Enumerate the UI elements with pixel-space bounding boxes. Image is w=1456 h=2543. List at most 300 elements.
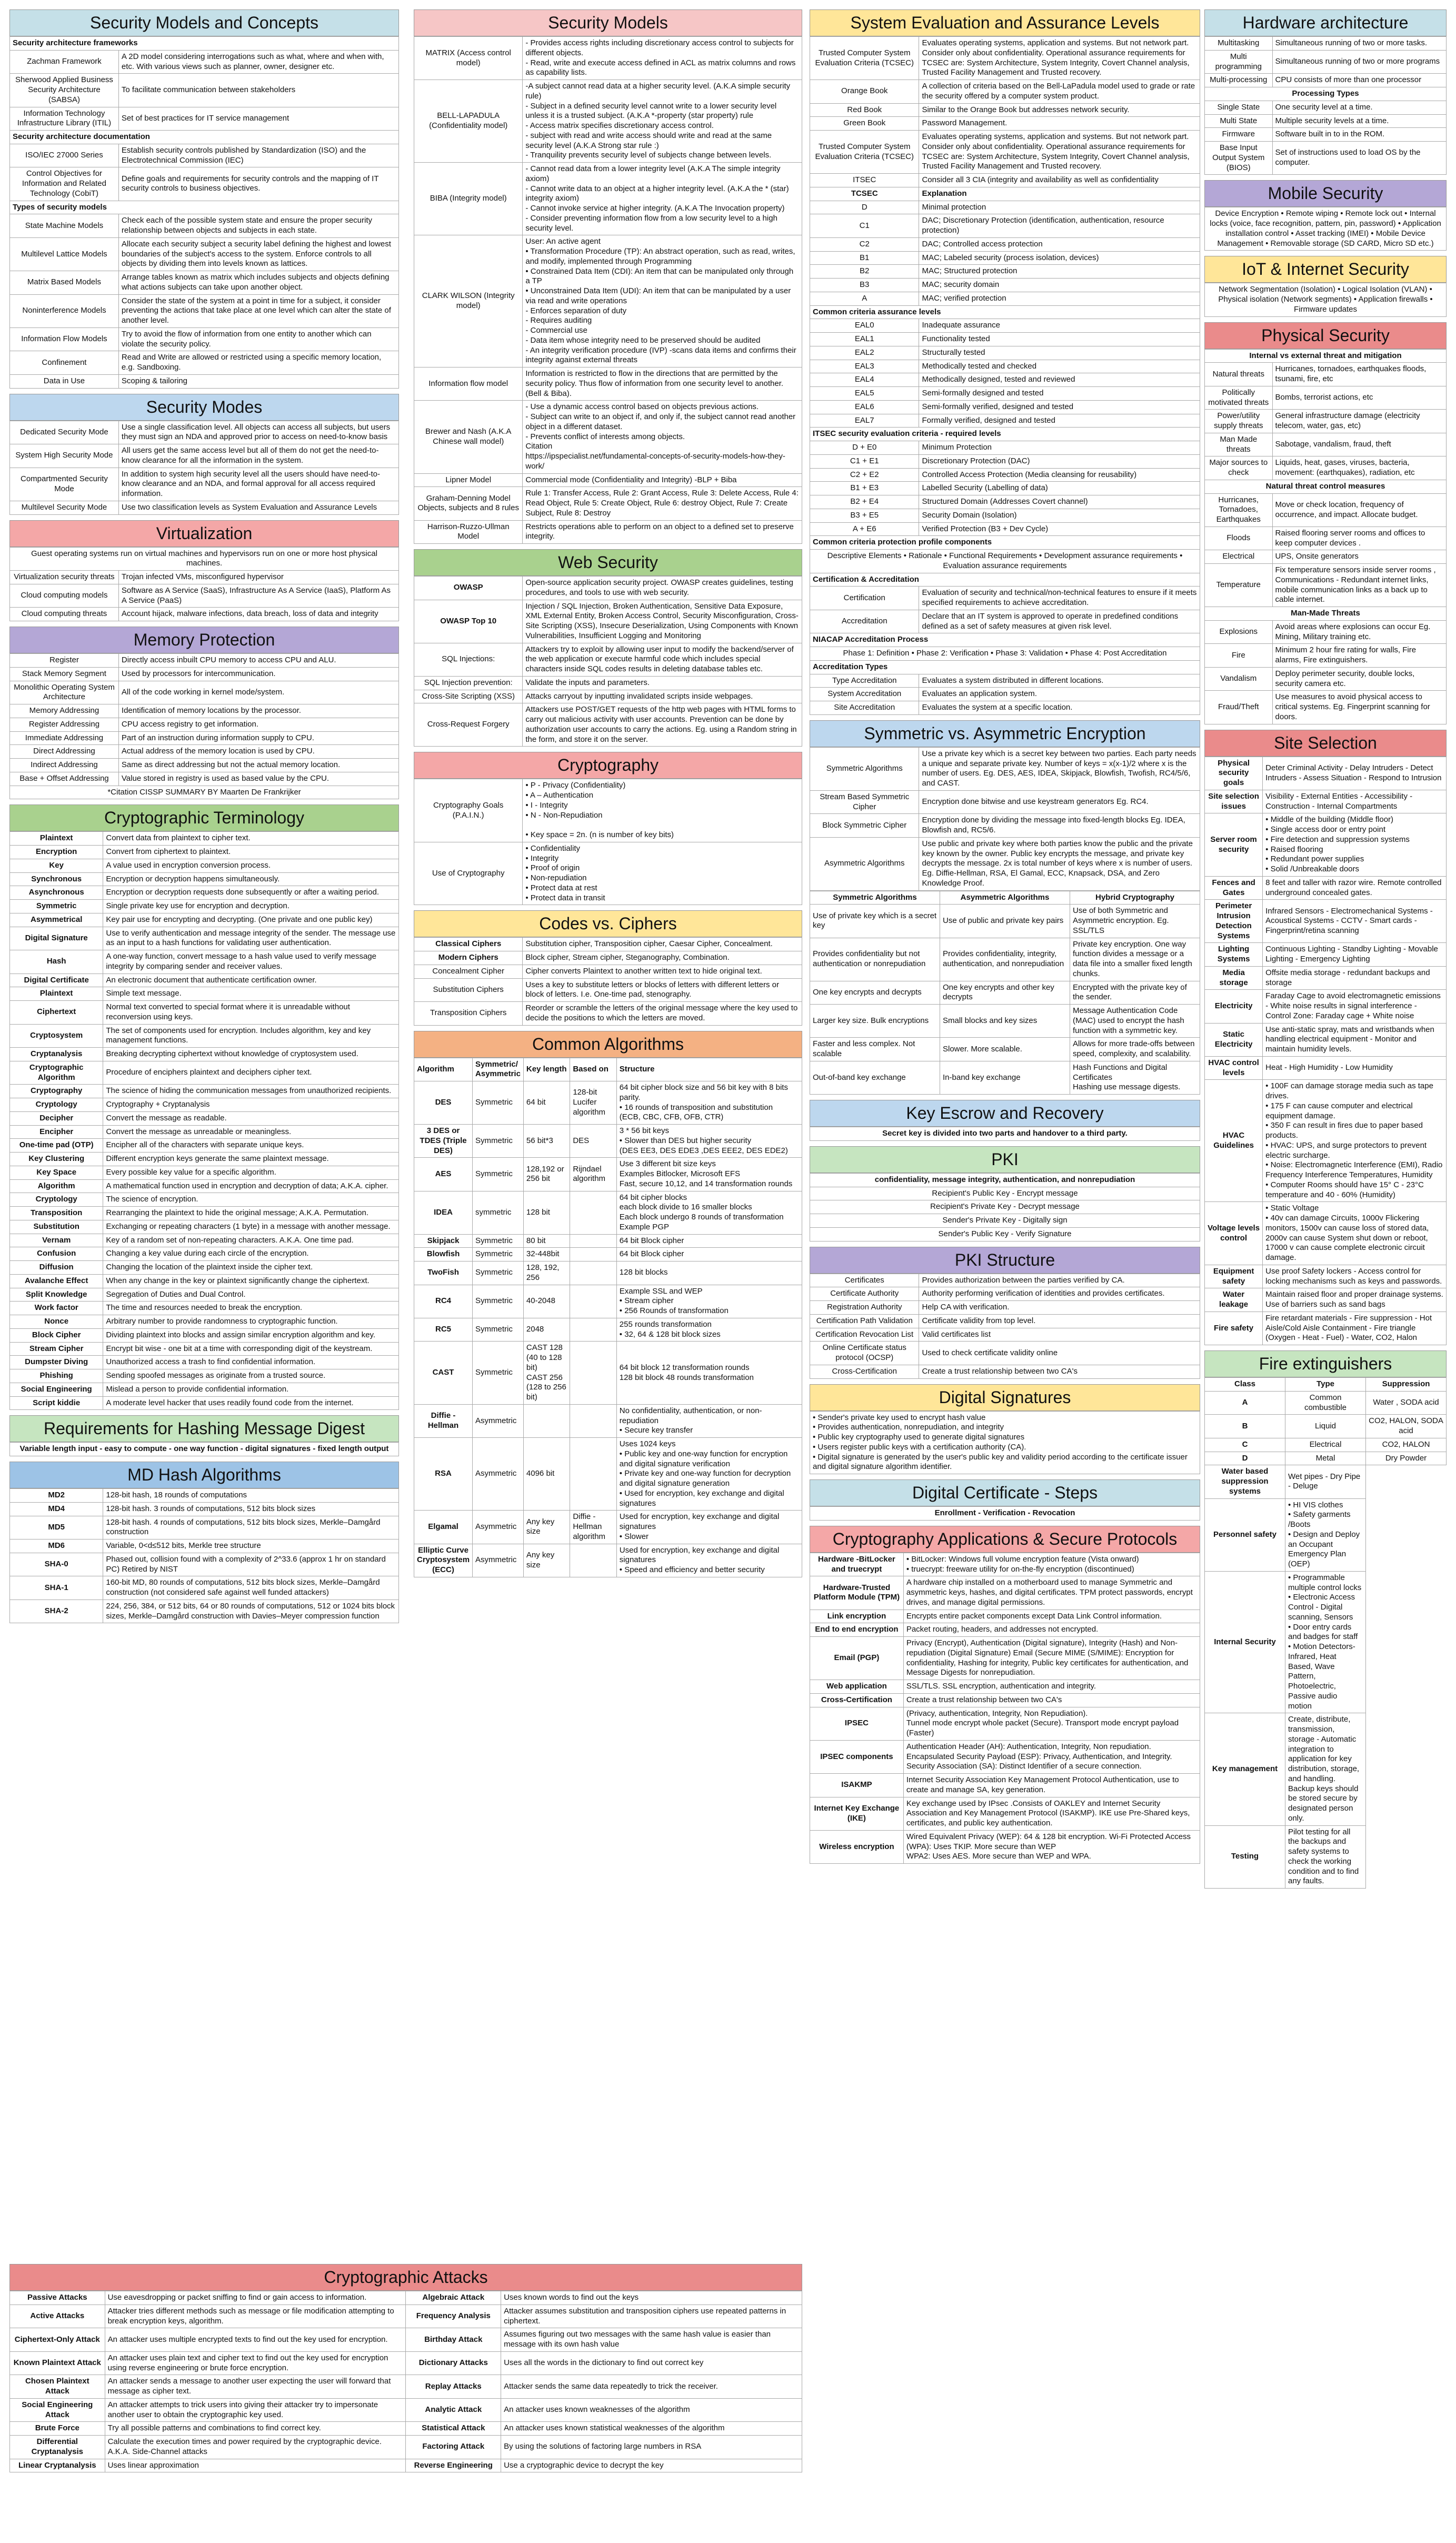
table-row — [810, 131, 1200, 174]
full-row-text: Device Encryption • Remote wiping • Remote lock out • Internal locks (voice, face recognition, pattern, pin, password) • Application installation control • Asset tracking (IMEI) • Mobile Device Management • Removable storage (SD CARD, Micro SD etc.) — [1205, 207, 1447, 251]
subheading: NIACAP Accreditation Process — [810, 633, 1200, 647]
algo-cell: symmetric — [473, 1191, 524, 1234]
row-definition: The science of hiding the communication messages from unauthorized recipients. — [103, 1085, 399, 1098]
row-definition: Provides authorization between the parties verified by CA. — [919, 1274, 1200, 1287]
algo-cell: RC4 — [414, 1285, 473, 1318]
row-term: Firmware — [1205, 128, 1273, 142]
table-row — [1205, 363, 1447, 386]
row-definition: A moderate level hacker that uses readily found code from the internet. — [103, 1396, 399, 1410]
table-row — [810, 647, 1200, 661]
section-table — [1204, 207, 1447, 251]
row-definition: A collection of criteria based on the Bell-LaPadula model used to grade or rate the security offered by a computer system product. — [919, 80, 1200, 104]
algo-cell: Symmetric — [473, 1261, 524, 1285]
fire-cell: D — [1205, 1452, 1285, 1465]
algo-cell: Diffie - Hellman — [414, 1404, 473, 1437]
row-term: C1 + E1 — [810, 454, 919, 468]
row-definition: Normal text converted to special format where it is unreadable without reconversion using keys. — [103, 1001, 399, 1025]
table-row — [1205, 620, 1447, 644]
table-row — [10, 1153, 399, 1166]
row-definition: Controlled Access Protection (Media cleansing for reusability) — [919, 468, 1200, 482]
algo-cell: IDEA — [414, 1191, 473, 1234]
full-row-text: Phase 1: Definition • Phase 2: Verification • Phase 3: Validation • Phase 4: Post Accreditation — [810, 647, 1200, 661]
table-row — [810, 373, 1200, 387]
row-definition: Evaluation of security and technical/non-technical features to ensure if it meets specified requirements to achieve accreditation. — [919, 587, 1200, 610]
comparison-cell: Faster and less complex. Not scalable — [810, 1038, 940, 1061]
section-heading: Fire extinguishers — [1204, 1350, 1447, 1377]
row-term: SQL Injections: — [414, 643, 523, 676]
table-row — [1205, 410, 1447, 433]
section-table — [810, 1173, 1200, 1241]
algo-cell: Use 3 different bit size keys Examples Bitlocker, Microsoft EFS Fast, secure 10,12, and 14 transformation rounds — [616, 1158, 802, 1191]
table-row — [414, 473, 802, 487]
row-definition: • Middle of the building (Middle floor) • Single access door or entry point • Fire detection and suppression systems • Raised flooring • Redundant power supplies • Solid /Unbreakable doors — [1263, 813, 1447, 877]
algo-cell: 128-bit Lucifer algorithm — [570, 1081, 616, 1125]
table-row — [1205, 456, 1447, 480]
table-row — [810, 279, 1200, 292]
section-heading: Digital Signatures — [810, 1384, 1200, 1411]
table-row — [414, 367, 802, 401]
table-row — [10, 1111, 399, 1125]
table-row — [810, 1411, 1200, 1474]
section-table — [1204, 283, 1447, 316]
section-security-modes — [9, 394, 399, 515]
table-row — [414, 577, 802, 600]
row-definition: Convert data from plaintext to cipher text. — [103, 832, 399, 846]
row-definition: Simultaneous running of two or more programs — [1272, 50, 1446, 74]
subheading: Certification & Accreditation — [810, 573, 1200, 587]
table-row — [1205, 966, 1447, 990]
algo-cell: Symmetric — [473, 1081, 524, 1125]
section-table — [810, 1274, 1200, 1379]
row-term: A + E6 — [810, 522, 919, 536]
row-definition: Hurricanes, tornadoes, earthquakes floods, tsunami, fire, etc — [1272, 363, 1446, 386]
table-row — [810, 587, 1200, 610]
section-system-evaluation-and-assurance-levels — [810, 9, 1200, 715]
row-term: SHA-2 — [10, 1600, 103, 1623]
section-iot-internet-security — [1204, 256, 1447, 316]
row-definition: Mislead a person to provide confidential information. — [103, 1383, 399, 1396]
table-row — [10, 584, 399, 608]
table-row — [10, 421, 399, 444]
section-symmetric-vs-asymmetric-encryption — [810, 720, 1200, 1095]
section-heading: Virtualization — [9, 520, 399, 547]
table-row — [10, 214, 399, 238]
section-heading: Hardware architecture — [1204, 9, 1447, 36]
fire-header-cell: Class — [1205, 1378, 1285, 1392]
comparison-cell: Use of public and private key pairs — [940, 905, 1070, 938]
attack-name: Differential Cryptanalysis — [10, 2436, 105, 2459]
algo-cell: Elliptic Curve Cryptosystem (ECC) — [414, 1544, 473, 1577]
full-row-text: Sender's Private Key - Digitally sign — [810, 1214, 1200, 1228]
row-term: SHA-0 — [10, 1553, 103, 1576]
row-definition: In addition to system high security level all the users should have need-to-know clearance and an NDA, and formal approval for all access required information. — [118, 468, 398, 501]
row-term: Phishing — [10, 1369, 103, 1383]
algo-cell: 32-448bit — [523, 1248, 570, 1261]
row-term: Asymmetric Algorithms — [810, 837, 919, 890]
row-term: Algorithm — [10, 1179, 103, 1193]
section-heading: Mobile Security — [1204, 180, 1447, 207]
attack-name: Active Attacks — [10, 2304, 105, 2328]
row-term: Cryptography Goals (P.A.I.N.) — [414, 779, 523, 842]
attack-name: Known Plaintext Attack — [10, 2351, 105, 2375]
row-definition: Maintain raised floor and proper drainage systems. Use of barriers such as sand bags — [1263, 1288, 1447, 1312]
row-definition: CPU consists of more than one processor — [1272, 74, 1446, 87]
table-row — [10, 913, 399, 927]
row-term: Register Addressing — [10, 718, 119, 731]
section-table — [810, 1553, 1200, 1864]
section-security-models — [414, 9, 802, 544]
table-row — [10, 237, 399, 271]
row-term: Testing — [1205, 1825, 1285, 1889]
row-definition: Functionality tested — [919, 333, 1200, 346]
comparison-cell: Provides confidentiality but not authentication or nonrepudiation — [810, 938, 940, 981]
algo-cell — [570, 1404, 616, 1437]
fire-cell: C — [1205, 1438, 1285, 1452]
table-row — [810, 1274, 1200, 1287]
table-row — [810, 550, 1200, 573]
attack-description: Calculate the execution times and power required by the cryptographic device. A.K.A. Side-Channel attacks — [105, 2436, 406, 2459]
row-term: Nonce — [10, 1315, 103, 1329]
row-definition: Semi-formally verified, designed and tested — [919, 400, 1200, 414]
row-term: Hash — [10, 950, 103, 974]
full-row-text: Sender's Public Key - Verify Signature — [810, 1227, 1200, 1241]
row-term: Cryptology — [10, 1193, 103, 1207]
row-term: Ciphertext — [10, 1001, 103, 1025]
table-row — [10, 1261, 399, 1275]
table-row — [10, 1274, 399, 1288]
row-term: Social Engineering — [10, 1383, 103, 1396]
comparison-cell: Provides confidentiality, integrity, authentication, and nonrepudiation — [940, 938, 1070, 981]
row-definition: • Static Voltage • 40v can damage Circuits, 1000v Flickering monitors, 1500v can cause loss of stored data, 2000v can cause System shut down or reboot, 17000 v can cause complete electronic circuit damage. — [1263, 1202, 1447, 1265]
row-term: Multi programming — [1205, 50, 1273, 74]
row-definition: Fix temperature sensors inside server rooms , Communications - Redundant internet links, mobile communication links as a back up to cable internet. — [1272, 564, 1446, 607]
table-row — [10, 1539, 399, 1553]
row-definition: Structurally tested — [919, 346, 1200, 360]
row-definition: All users get the same access level but all of them do not get the need-to-know clearance for all the information in the system. — [118, 444, 398, 468]
table-row — [10, 37, 399, 51]
algo-cell: Symmetric — [473, 1158, 524, 1191]
row-term: Substitution — [10, 1220, 103, 1234]
section-security-models-and-concepts — [9, 9, 399, 389]
attacks-table — [9, 2291, 802, 2472]
row-definition: -A subject cannot read data at a higher security level. (A.K.A simple security rule) - Subject in a defined security level cannot write to a lower security level unless it is a trusted subject. (A.K.A *-property (star property) rule - Access matrix specifies discretionary access control. - subject with read and write access should write and read at the same security level (A.K.A Strong star rule :) - Tranquility prevents security level of subjects change between levels. — [523, 80, 802, 163]
row-definition: Set of best practices for IT service management — [118, 107, 398, 131]
row-term: IPSEC — [810, 1707, 904, 1740]
row-term: Multilevel Security Mode — [10, 501, 119, 514]
table-row — [810, 1774, 1200, 1797]
row-term: Natural threats — [1205, 363, 1273, 386]
algo-row — [414, 1438, 802, 1511]
section-heading: Security Models and Concepts — [9, 9, 399, 36]
table-row — [10, 1207, 399, 1220]
row-term: Site Accreditation — [810, 701, 919, 715]
table-row — [414, 235, 802, 367]
table-row — [414, 37, 802, 80]
table-row — [414, 163, 802, 235]
table-row — [10, 1220, 399, 1234]
algo-cell — [570, 1438, 616, 1511]
row-definition: Information is restricted to flow in the directions that are permitted by the security policy. Thus flow of information from one security level to another. (Bell & Biba). — [523, 367, 802, 401]
row-term: Water leakage — [1205, 1288, 1263, 1312]
row-definition: Heat - High Humidity - Low Humidity — [1263, 1056, 1447, 1080]
row-term: Site selection issues — [1205, 790, 1263, 813]
row-definition: Offsite media storage - redundant backups and storage — [1263, 966, 1447, 990]
algo-cell: RC5 — [414, 1318, 473, 1342]
row-term: C1 — [810, 214, 919, 238]
row-definition: Attacks carryout by inputting invalidated scripts inside webpages. — [523, 690, 802, 703]
row-definition: Semi-formally designed and tested — [919, 387, 1200, 401]
row-term: CLARK WILSON (Integrity model) — [414, 235, 523, 367]
table-row — [10, 872, 399, 886]
table-row — [414, 401, 802, 473]
section-table — [1204, 757, 1447, 1346]
section-heading: Security Modes — [9, 394, 399, 421]
row-definition: Convert from ciphertext to plaintext. — [103, 846, 399, 859]
row-term: Multi State — [1205, 114, 1273, 128]
row-definition: Consider all 3 CIA (integrity and availability as well as confidentiality — [919, 174, 1200, 187]
row-definition: Formally verified, designed and tested — [919, 414, 1200, 428]
table-row — [1205, 564, 1447, 607]
table-row — [10, 1383, 399, 1396]
row-definition: Faraday Cage to avoid electromagnetic emissions - White noise results in signal interference - Control Zone: Faraday cage + White noise — [1263, 990, 1447, 1023]
row-definition: Segregation of Duties and Dual Control. — [103, 1288, 399, 1302]
row-term: OWASP Top 10 — [414, 600, 523, 643]
table-row — [414, 80, 802, 163]
row-definition: Rearranging the plaintext to hide the original message; A.K.A. Permutation. — [103, 1207, 399, 1220]
full-row-text: Descriptive Elements • Rationale • Functional Requirements • Development assurance requirements • Evaluation assurance requirements — [810, 550, 1200, 573]
attack-name: Replay Attacks — [406, 2375, 501, 2399]
comparison-cell: Slower. More scalable. — [940, 1038, 1070, 1061]
row-term: Power/utility supply threats — [1205, 410, 1273, 433]
row-definition: Password Management. — [919, 117, 1200, 131]
table-row — [810, 292, 1200, 305]
table-row — [810, 1830, 1200, 1863]
table-row — [10, 1234, 399, 1247]
table-row — [1205, 876, 1447, 900]
algo-cell: Symmetric — [473, 1125, 524, 1158]
comparison-cell: One key encrypts and decrypts — [810, 981, 940, 1005]
row-term: Internal Security — [1205, 1571, 1285, 1713]
row-term: Zachman Framework — [10, 50, 119, 74]
algo-cell: 4096 bit — [523, 1438, 570, 1511]
row-definition: Cipher converts Plaintext to another written text to hide original text. — [523, 965, 802, 978]
fire-cell: A — [1205, 1391, 1285, 1415]
row-definition: Software as A Service (SaaS), Infrastructure As A Service (IaaS), Platform As A Service (PaaS) — [118, 584, 398, 608]
row-definition: To facilitate communication between stakeholders — [118, 74, 398, 107]
table-row — [810, 400, 1200, 414]
table-row — [810, 80, 1200, 104]
subheading: Common criteria assurance levels — [810, 305, 1200, 319]
row-term: Red Book — [810, 103, 919, 117]
row-definition: Account hijack, malware infections, data breach, loss of data and integrity — [118, 608, 398, 621]
row-definition: Move or check location, frequency of occurrence, and impact. Allocate budget. — [1272, 493, 1446, 527]
table-row — [10, 1302, 399, 1315]
algo-header-cell: Symmetric/ Asymmetric — [473, 1058, 524, 1081]
attack-description: An attacker attempts to trick users into giving their attacker try to impersonate another user to obtain the cryptographic key used. — [105, 2398, 406, 2422]
fire-header-row — [1205, 1378, 1447, 1392]
table-row — [1205, 1498, 1447, 1571]
row-definition: DAC; Discretionary Protection (identification, authentication, resource protection) — [919, 214, 1200, 238]
algo-row — [414, 1342, 802, 1405]
algo-cell — [570, 1261, 616, 1285]
table-row — [10, 772, 399, 786]
table-row — [414, 978, 802, 1002]
table-row — [10, 167, 399, 201]
subheading: Security architecture frameworks — [10, 37, 399, 51]
row-term: Certificates — [810, 1274, 919, 1287]
row-term: Classical Ciphers — [414, 938, 523, 951]
row-term: BELL-LAPADULA (Confidentiality model) — [414, 80, 523, 163]
row-definition: An electronic document that authenticate certification owner. — [103, 974, 399, 987]
table-row — [10, 786, 399, 799]
row-definition: Convert the message as readable. — [103, 1111, 399, 1125]
section-heading: PKI Structure — [810, 1247, 1200, 1274]
row-term: Key Space — [10, 1166, 103, 1179]
row-term: B1 — [810, 251, 919, 265]
row-definition: Use a private key which is a secret key between two parties. Each party needs a unique and separate private key. Number of keys = x(x-1)/2 where x is the number of users. Eg. DES, AES, IDEA, Skipjack, Blowfish, Twofish, RC4/5/6, and CAST. — [919, 747, 1200, 790]
section-heading: Key Escrow and Recovery — [810, 1100, 1200, 1127]
row-term: Explosions — [1205, 620, 1273, 644]
algo-cell: No confidentiality, authentication, or non-repudiation • Secure key transfer — [616, 1404, 802, 1437]
algo-cell — [570, 1285, 616, 1318]
row-term: Link encryption — [810, 1610, 904, 1623]
row-term: Cryptology — [10, 1098, 103, 1112]
section-codes-vs-ciphers — [414, 910, 802, 1025]
row-term: End to end encryption — [810, 1623, 904, 1637]
section-table — [1204, 36, 1447, 175]
table-row — [1205, 283, 1447, 316]
table-row — [10, 654, 399, 668]
row-term: Matrix Based Models — [10, 271, 119, 295]
row-term: HVAC Guidelines — [1205, 1080, 1263, 1202]
table-row — [10, 1502, 399, 1516]
section-cryptography-applications-secure-protoco — [810, 1526, 1200, 1864]
row-definition: Discretionary Protection (DAC) — [919, 454, 1200, 468]
row-definition: Attackers use POST/GET requests of the http web pages with HTML forms to carry out malicious activity with user accounts. Prevention can be done by authorization user accounts to carry the actions. Eg. using a Random string in the form, and store it on the server. — [523, 703, 802, 747]
comparison-cell: Small blocks and key sizes — [940, 1005, 1070, 1038]
row-term: Orange Book — [810, 80, 919, 104]
fire-row — [1205, 1438, 1447, 1452]
row-term: EAL0 — [810, 319, 919, 333]
table-row — [810, 454, 1200, 468]
row-definition: Single private key use for encryption and decryption. — [103, 900, 399, 913]
row-definition: Scoping & tailoring — [118, 374, 398, 388]
table-row — [1205, 1202, 1447, 1265]
row-definition: 128-bit hash. 3 rounds of computations, 512 bits block sizes — [103, 1502, 399, 1516]
table-row — [1205, 50, 1447, 74]
full-row-text: Guest operating systems run on virtual machines and hypervisors run on one or more host physical machines. — [10, 547, 399, 571]
fire-cell: Metal — [1285, 1452, 1366, 1465]
algo-cell: Any key size — [523, 1511, 570, 1544]
table-row — [1205, 1465, 1447, 1498]
row-term: Politically motivated threats — [1205, 386, 1273, 410]
comparison-cell: One key encrypts and other key decrypts — [940, 981, 1070, 1005]
row-definition: Authentication Header (AH): Authentication, Integrity, Non repudiation. Encapsulated Security Payload (ESP): Privacy, Authentication, and Integrity. Security Association (SA): Distinct Identifier of a secure connection. — [903, 1740, 1200, 1773]
comparison-header-cell: Symmetric Algorithms — [810, 891, 940, 905]
row-term: System High Security Mode — [10, 444, 119, 468]
table-row — [810, 103, 1200, 117]
table-row — [414, 842, 802, 905]
comparison-header-row — [810, 891, 1200, 905]
table-row — [810, 1214, 1200, 1228]
row-definition: • BitLocker: Windows full volume encryption feature (Vista onward) • truecrypt: freeware utility for on-the-fly encryption (discontinued) — [903, 1553, 1200, 1576]
full-row-text: Recipient's Public Key - Encrypt message — [810, 1187, 1200, 1200]
full-row-bold-text: confidentiality, message integrity, authentication, and nonrepudiation — [810, 1173, 1200, 1187]
table-row — [1205, 757, 1447, 790]
algo-row — [414, 1248, 802, 1261]
row-definition: Encryption done by dividing the message into fixed-length blocks Eg. IDEA, Blowfish and, RC5/6. — [919, 814, 1200, 838]
table-row — [810, 387, 1200, 401]
row-definition: SSL/TLS. SSL encryption, authentication and integrity. — [903, 1680, 1200, 1694]
row-term: Work factor — [10, 1302, 103, 1315]
section-heading: Digital Certificate - Steps — [810, 1479, 1200, 1506]
comparison-cell: Hash Functions and Digital Certificates Hashing use message digests. — [1070, 1061, 1200, 1094]
row-term: Water based suppression systems — [1205, 1465, 1285, 1498]
table-row — [810, 37, 1200, 80]
row-term: BIBA (Integrity model) — [414, 163, 523, 235]
section-table — [810, 1411, 1200, 1475]
algo-cell: Asymmetric — [473, 1511, 524, 1544]
algo-cell: DES — [414, 1081, 473, 1125]
row-term: Lipner Model — [414, 473, 523, 487]
table-row — [1205, 1312, 1447, 1345]
row-definition: Open-source application security project. OWASP creates guidelines, testing procedures, and tools to use with web security. — [523, 577, 802, 600]
table-row — [10, 351, 399, 375]
full-row-text: Network Segmentation (Isolation) • Logical Isolation (VLAN) • Physical isolation (Network segments) • Application firewalls • Firmware updates — [1205, 283, 1447, 316]
row-term: Equipment safety — [1205, 1265, 1263, 1288]
row-term: Compartmented Security Mode — [10, 468, 119, 501]
row-definition: Rule 1: Transfer Access, Rule 2: Grant Access, Rule 3: Delete Access, Rule 4: Read Object, Rule 5: Create Object, Rule 6: destroy Object, Rule 7: Create Subject, Rule 8: Destroy — [523, 487, 802, 520]
row-definition: Substitution cipher, Transposition cipher, Caesar Cipher, Concealment. — [523, 938, 802, 951]
row-term: Perimeter Intrusion Detection Systems — [1205, 900, 1263, 943]
algo-cell: Symmetric — [473, 1234, 524, 1248]
row-term: Stack Memory Segment — [10, 667, 119, 681]
algo-cell: Skipjack — [414, 1234, 473, 1248]
row-definition: Check each of the possible system state and ensure the proper security relationship between objects and subjects in each state. — [118, 214, 398, 238]
table-row — [810, 509, 1200, 522]
algo-header-cell: Based on — [570, 1058, 616, 1081]
bullet-list — [810, 1411, 1200, 1474]
row-definition: - Provides access rights including discretionary access control to subjects for different objects. - Read, write and execute access defined in ACL as matrix columns and rows as capability lists. — [523, 37, 802, 80]
section-common-algorithms — [414, 1031, 802, 1577]
attack-description: Attacker tries different methods such as message or file modification attempting to break encryption keys, algorithm. — [105, 2304, 406, 2328]
row-definition: A one-way function, convert message to a hash value used to verify message integrity by comparing sender and receiver values. — [103, 950, 399, 974]
row-term: Multitasking — [1205, 37, 1273, 51]
row-term: Sherwood Applied Business Security Architecture (SABSA) — [10, 74, 119, 107]
attack-row — [10, 2459, 802, 2472]
row-definition: Procedure of enciphers plaintext and deciphers cipher text. — [103, 1061, 399, 1085]
algo-row — [414, 1125, 802, 1158]
table-row — [10, 859, 399, 872]
algo-cell: 128 bit — [523, 1191, 570, 1234]
row-definition: Methodically tested and checked — [919, 360, 1200, 373]
table-row — [10, 759, 399, 772]
bullet-item: • Sender's private key used to encrypt hash value — [813, 1413, 986, 1422]
row-term: Transposition — [10, 1207, 103, 1220]
section-heading: PKI — [810, 1146, 1200, 1173]
fire-cell: B — [1205, 1415, 1285, 1438]
comparison-row — [810, 1005, 1200, 1038]
algo-cell — [570, 1191, 616, 1234]
row-term: Registration Authority — [810, 1301, 919, 1315]
row-definition: All of the code working in kernel mode/system. — [118, 681, 398, 704]
section-cryptography — [414, 752, 802, 905]
attack-name: Factoring Attack — [406, 2436, 501, 2459]
row-definition: Simultaneous running of two or more tasks. — [1272, 37, 1446, 51]
row-definition: Encipher all of the characters with separate unique keys. — [103, 1139, 399, 1153]
algo-cell: 128, 192, 256 — [523, 1261, 570, 1285]
table-row — [10, 201, 399, 214]
